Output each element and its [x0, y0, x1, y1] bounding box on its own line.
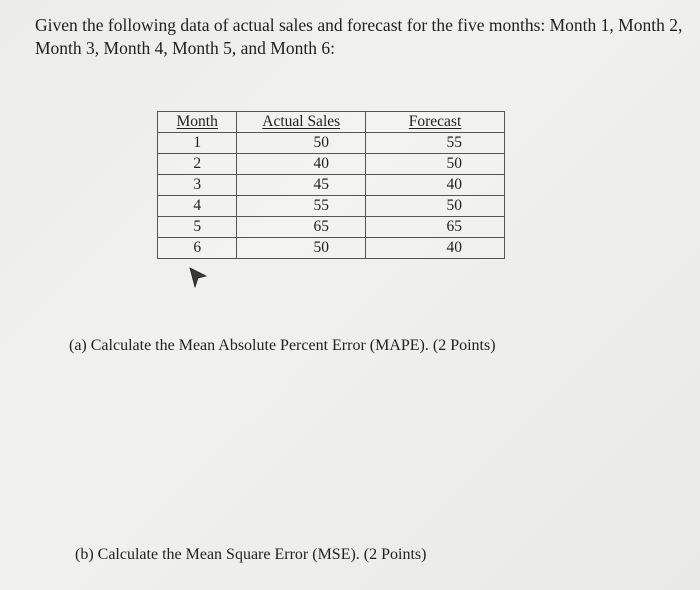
cell-month: 3: [158, 175, 237, 196]
cell-month: 4: [158, 196, 237, 217]
table-row: [158, 133, 505, 154]
mouse-cursor-icon: [188, 266, 208, 290]
sales-forecast-table: [157, 111, 505, 259]
intro-text: Given the following data of actual sales and forecast for the five months: Month 1, Month 2, Month 3, Month 4, Month 5, and Month 6:: [35, 15, 683, 58]
cell-month: 5: [158, 217, 237, 238]
cell-actual-sales: 65: [237, 217, 366, 238]
cell-actual-sales: 50: [237, 133, 366, 154]
cell-actual-sales: 55: [237, 196, 366, 217]
table-header-row: [158, 112, 505, 133]
cell-forecast: 65: [366, 217, 505, 238]
table-row: [158, 238, 505, 259]
cell-forecast: 55: [366, 133, 505, 154]
header-actual-sales: Actual Sales: [237, 112, 366, 133]
cell-actual-sales: 45: [237, 175, 366, 196]
cell-month: 1: [158, 133, 237, 154]
cell-forecast: 50: [366, 196, 505, 217]
question-b: (b) Calculate the Mean Square Error (MSE). (2 Points): [75, 546, 427, 563]
table-row: [158, 175, 505, 196]
cell-actual-sales: 40: [237, 154, 366, 175]
cell-forecast: 50: [366, 154, 505, 175]
table-row: [158, 154, 505, 175]
header-forecast: Forecast: [366, 112, 505, 133]
cell-month: 6: [158, 238, 237, 259]
table-row: [158, 196, 505, 217]
question-a: (a) Calculate the Mean Absolute Percent Error (MAPE). (2 Points): [69, 337, 496, 354]
cell-forecast: 40: [366, 238, 505, 259]
header-month: Month: [158, 112, 237, 133]
cell-month: 2: [158, 154, 237, 175]
table-row: [158, 217, 505, 238]
cell-forecast: 40: [366, 175, 505, 196]
cell-actual-sales: 50: [237, 238, 366, 259]
